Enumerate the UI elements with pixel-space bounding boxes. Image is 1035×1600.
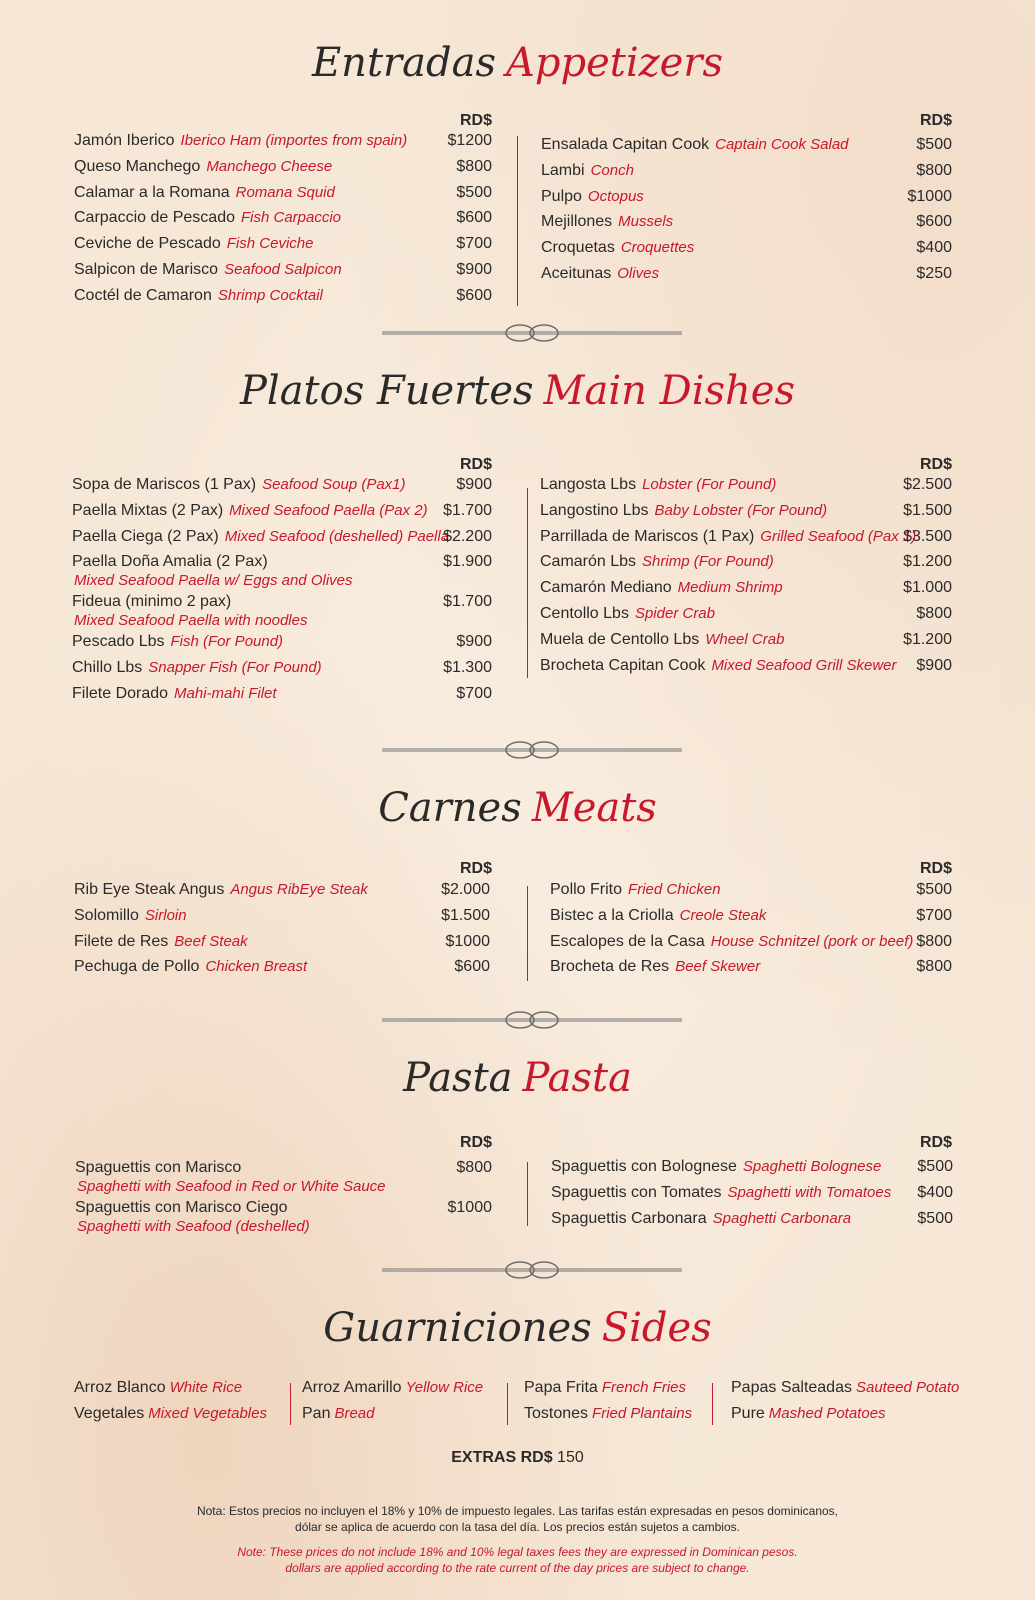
item-name-en: Shrimp Cocktail	[217, 286, 323, 304]
item-name-es: Centollo Lbs	[540, 604, 629, 622]
menu-item	[540, 552, 952, 578]
column-divider	[712, 1383, 713, 1425]
item-name-en: Beef Skewer	[675, 958, 761, 976]
item-price: $600	[456, 286, 492, 304]
sides-column-2	[302, 1378, 502, 1430]
item-name-es: Pure	[731, 1405, 765, 1422]
item-name-en: Mussels	[618, 213, 674, 231]
item-name-es: Lambi	[541, 161, 585, 179]
item-name-en: Mixed Seafood (deshelled) Paella	[224, 527, 450, 545]
side-item	[302, 1404, 502, 1430]
column-divider	[527, 488, 528, 678]
item-price: $1.200	[903, 553, 952, 571]
item-name-es: Croquetas	[541, 239, 615, 257]
item-name-en: Conch	[590, 161, 634, 179]
menu-item	[551, 1157, 953, 1183]
currency-label: RD$	[459, 456, 492, 473]
section-title-meats	[0, 785, 1035, 831]
item-name-es: Brocheta de Res	[550, 958, 670, 976]
menu-item	[74, 183, 492, 209]
item-name-en: Yellow Rice	[405, 1379, 484, 1396]
item-name-en: Octopus	[587, 187, 644, 205]
item-name-es: Arroz Blanco	[74, 1379, 166, 1396]
menu-item	[74, 932, 490, 958]
item-price: $700	[916, 906, 952, 924]
menu-item	[75, 1158, 492, 1198]
item-price: $1.500	[441, 906, 490, 924]
item-name-es: Ceviche de Pescado	[74, 235, 221, 253]
column-divider	[527, 1162, 528, 1226]
item-name-en: Spaghetti with Tomatoes	[727, 1183, 892, 1201]
item-name-es: Spaguettis con Tomates	[551, 1183, 722, 1201]
item-name-en: French Fries	[601, 1379, 686, 1396]
pasta-left-list	[75, 1158, 492, 1238]
item-name-en: Shrimp (For Pound)	[642, 553, 774, 571]
pasta-right-list	[551, 1157, 953, 1234]
menu-item	[541, 187, 952, 213]
item-price: $900	[456, 633, 492, 651]
item-name-en: Mixed Seafood Paella with noodles	[74, 612, 308, 630]
item-name-en: Romana Squid	[235, 183, 335, 201]
menu-item	[540, 604, 952, 630]
item-price: $800	[916, 932, 952, 950]
item-price: $700	[456, 235, 492, 253]
item-name-en: Spaghetti Bolognese	[742, 1158, 882, 1175]
item-name-en: Fish (For Pound)	[170, 633, 284, 651]
meats-right-list	[550, 880, 952, 983]
item-name-es: Muela de Centollo Lbs	[540, 630, 700, 648]
item-price: $250	[916, 264, 952, 282]
menu-item	[74, 208, 492, 234]
sides-column-4	[731, 1378, 981, 1430]
item-price: $1000	[445, 932, 490, 950]
item-name-en: Fried Plantains	[592, 1405, 693, 1422]
item-name-es: Aceitunas	[541, 264, 612, 282]
menu-item	[540, 501, 952, 527]
item-name-es: Papa Frita	[524, 1379, 598, 1396]
rope-knot-divider	[382, 1260, 682, 1280]
item-name-es: Escalopes de la Casa	[550, 932, 705, 950]
note-en	[0, 1544, 1035, 1576]
item-price: $600	[916, 213, 952, 231]
item-name-en: Angus RibEye Steak	[230, 881, 368, 898]
item-name-en: Chicken Breast	[205, 958, 308, 976]
rope-knot-divider	[382, 323, 682, 343]
item-price: $1.200	[903, 630, 952, 648]
main-left-list	[72, 475, 492, 710]
item-price: $800	[916, 958, 952, 976]
item-name-es: Calamar a la Romana	[74, 183, 230, 201]
item-name-es: Spaguettis Carbonara	[551, 1209, 707, 1227]
item-name-en: Sirloin	[144, 906, 187, 924]
item-name-es: Solomillo	[74, 906, 139, 924]
item-price: $900	[456, 476, 492, 493]
item-name-en: Fish Carpaccio	[240, 209, 342, 227]
item-name-en: Sauteed Potato	[855, 1379, 960, 1396]
menu-item	[540, 527, 952, 553]
item-name-en: Lobster (For Pound)	[642, 476, 777, 493]
item-price: $500	[456, 183, 492, 201]
item-name-es: Pulpo	[541, 187, 582, 205]
item-name-en: Manchego Cheese	[206, 157, 333, 175]
menu-item	[541, 238, 952, 264]
item-price: $1.300	[443, 659, 492, 677]
menu-item	[540, 656, 952, 682]
item-price: $1200	[447, 132, 492, 149]
menu-item	[551, 1183, 953, 1209]
item-name-en: Mixed Seafood Paella w/ Eggs and Olives	[74, 572, 353, 590]
section-title-sides	[0, 1305, 1035, 1351]
item-name-en: Spaghetti with Seafood (deshelled)	[77, 1218, 310, 1235]
item-price: $1000	[447, 1199, 492, 1216]
item-name-es: Pescado Lbs	[72, 633, 165, 651]
item-name-es: Paella Doña Amalia (2 Pax)	[72, 553, 268, 571]
item-name-es: Chillo Lbs	[72, 659, 143, 677]
menu-item	[74, 880, 490, 906]
extras-line	[0, 1449, 1035, 1467]
item-name-en: Captain Cook Salad	[715, 136, 849, 153]
item-name-es: Queso Manchego	[74, 157, 201, 175]
title-en: Main Dishes	[543, 368, 795, 414]
currency-label: RD$	[919, 860, 952, 877]
item-name-en: Fish Ceviche	[226, 235, 314, 253]
menu-item	[541, 264, 952, 290]
menu-item	[74, 260, 492, 286]
section-title-pasta	[0, 1055, 1035, 1101]
item-name-es: Spaguettis con Marisco Ciego	[75, 1199, 288, 1216]
menu-item	[72, 632, 492, 658]
item-price: $1.900	[443, 553, 492, 571]
menu-item	[541, 212, 952, 238]
title-es: Pasta	[403, 1055, 513, 1101]
item-name-es: Ensalada Capitan Cook	[541, 136, 710, 153]
item-name-es: Fideua (minimo 2 pax)	[72, 593, 232, 611]
column-divider	[517, 136, 518, 306]
item-name-en: Olives	[617, 264, 659, 282]
item-name-en: Snapper Fish (For Pound)	[148, 659, 322, 677]
side-item	[74, 1378, 289, 1404]
item-price: $700	[456, 684, 492, 702]
menu-item	[72, 527, 492, 553]
item-name-en: Fried Chicken	[628, 881, 721, 898]
item-price: $400	[916, 239, 952, 257]
menu-item	[74, 957, 490, 983]
section-title-main-dishes	[0, 368, 1035, 414]
item-name-es: Filete de Res	[74, 932, 169, 950]
item-name-en: Bread	[334, 1405, 375, 1422]
item-name-es: Spaguettis con Bolognese	[551, 1158, 737, 1175]
title-en: Sides	[601, 1305, 712, 1351]
note-es-line1: Nota: Estos precios no incluyen el 18% y 10% de impuesto legales. Las tarifas están expresadas en pesos dominicanos,	[196, 1504, 839, 1518]
item-name-es: Rib Eye Steak Angus	[74, 881, 225, 898]
menu-item	[540, 578, 952, 604]
title-en: Pasta	[522, 1055, 632, 1101]
item-name-en: Spaghetti with Seafood in Red or White Sauce	[77, 1178, 386, 1195]
title-en: Meats	[531, 785, 657, 831]
sides-column-1	[74, 1378, 289, 1430]
item-name-en: Seafood Soup (Pax1)	[262, 476, 406, 493]
item-name-es: Mejillones	[541, 213, 613, 231]
side-item	[302, 1378, 502, 1404]
extras-price: 150	[557, 1449, 584, 1466]
item-name-es: Bistec a la Criolla	[550, 906, 674, 924]
item-name-en: Spaghetti Carbonara	[712, 1209, 852, 1227]
menu-item	[72, 552, 492, 592]
currency-label: RD$	[459, 112, 492, 129]
currency-label: RD$	[919, 456, 952, 473]
item-price: $500	[916, 136, 952, 153]
main-right-list	[540, 475, 952, 681]
menu-item	[550, 880, 952, 906]
item-name-en: Baby Lobster (For Pound)	[654, 501, 828, 519]
title-en: Appetizers	[505, 40, 723, 86]
item-name-es: Brocheta Capitan Cook	[540, 656, 706, 674]
item-price: $500	[916, 881, 952, 898]
column-divider	[507, 1383, 508, 1425]
item-price: $600	[454, 958, 490, 976]
item-name-es: Tostones	[524, 1405, 589, 1422]
rope-knot-divider	[382, 740, 682, 760]
column-divider	[527, 886, 528, 981]
item-name-es: Arroz Amarillo	[302, 1379, 402, 1396]
menu-item	[72, 501, 492, 527]
item-name-en: Medium Shrimp	[677, 579, 783, 597]
item-name-es: Pollo Frito	[550, 881, 623, 898]
item-price: $1000	[907, 187, 952, 205]
item-price: $1.500	[903, 501, 952, 519]
side-item	[74, 1404, 289, 1430]
item-price: $800	[456, 1159, 492, 1176]
item-name-en: Grilled Seafood (Pax 1)	[760, 527, 917, 545]
section-title-appetizers	[0, 40, 1035, 86]
item-name-en: Croquettes	[620, 239, 695, 257]
extras-label: EXTRAS RD$	[451, 1449, 553, 1466]
item-name-en: Mixed Vegetables	[148, 1405, 267, 1422]
item-price: $900	[916, 656, 952, 674]
appetizers-left-list	[74, 131, 492, 312]
side-item	[524, 1404, 714, 1430]
item-name-es: Filete Dorado	[72, 684, 169, 702]
item-name-en: Iberico Ham (importes from spain)	[180, 132, 408, 149]
item-name-es: Langosta Lbs	[540, 476, 637, 493]
note-en-line2: dollars are applied according to the rate current of the day prices are subject to change.	[285, 1561, 750, 1575]
item-name-es: Pechuga de Pollo	[74, 958, 200, 976]
item-price: $600	[456, 209, 492, 227]
item-name-en: Spider Crab	[634, 604, 715, 622]
item-name-en: White Rice	[169, 1379, 243, 1396]
menu-item	[74, 131, 492, 157]
item-name-en: House Schnitzel (pork or beef)	[710, 932, 914, 950]
item-name-es: Paella Ciega (2 Pax)	[72, 527, 219, 545]
item-name-es: Vegetales	[74, 1405, 145, 1422]
item-name-en: Mixed Seafood Paella (Pax 2)	[229, 501, 428, 519]
menu-item	[540, 630, 952, 656]
note-es-line2: dólar se aplica de acuerdo con la tasa del día. Los precios están sujetos a cambios.	[295, 1520, 740, 1534]
item-name-en: Wheel Crab	[705, 630, 785, 648]
sides-column-3	[524, 1378, 714, 1430]
item-price: $800	[916, 161, 952, 179]
appetizers-right-list	[541, 135, 952, 290]
item-name-es: Parrillada de Mariscos (1 Pax)	[540, 527, 755, 545]
title-es: Platos Fuertes	[240, 368, 534, 414]
menu-item	[72, 684, 492, 710]
title-es: Entradas	[311, 40, 496, 86]
menu-item	[74, 234, 492, 260]
menu-item	[550, 957, 952, 983]
menu-item	[75, 1198, 492, 1238]
menu-item	[540, 475, 952, 501]
item-name-es: Salpicon de Marisco	[74, 260, 219, 278]
column-divider	[290, 1383, 291, 1425]
item-price: $2.000	[441, 881, 490, 898]
menu-item	[74, 906, 490, 932]
title-es: Carnes	[378, 785, 522, 831]
menu-item	[74, 286, 492, 312]
menu-item	[551, 1209, 953, 1235]
item-price: $3.500	[903, 527, 952, 545]
item-name-en: Creole Steak	[679, 906, 767, 924]
menu-item	[541, 161, 952, 187]
currency-label: RD$	[919, 1134, 952, 1151]
item-name-en: Beef Steak	[174, 932, 248, 950]
currency-label: RD$	[459, 860, 492, 877]
item-name-en: Mixed Seafood Grill Skewer	[711, 656, 897, 674]
menu-item	[550, 906, 952, 932]
currency-label: RD$	[919, 112, 952, 129]
title-es: Guarniciones	[323, 1305, 592, 1351]
item-name-en: Mahi-mahi Filet	[174, 684, 277, 702]
item-price: $500	[917, 1158, 953, 1175]
menu-item	[550, 932, 952, 958]
item-price: $800	[916, 604, 952, 622]
rope-knot-divider	[382, 1010, 682, 1030]
item-name-es: Jamón Iberico	[74, 132, 175, 149]
menu-item	[72, 592, 492, 632]
item-price: $1.700	[443, 593, 492, 611]
note-en-line1: Note: These prices do not include 18% and 10% legal taxes fees they are expressed in Dominican pesos.	[237, 1545, 798, 1559]
note-es	[0, 1503, 1035, 1535]
item-name-es: Pan	[302, 1405, 331, 1422]
item-price: $2.200	[443, 527, 492, 545]
item-price: $800	[456, 157, 492, 175]
item-name-es: Papas Salteadas	[731, 1379, 852, 1396]
item-name-en: Seafood Salpicon	[224, 260, 342, 278]
menu-item	[72, 658, 492, 684]
item-name-es: Carpaccio de Pescado	[74, 209, 235, 227]
item-price: $2.500	[903, 476, 952, 493]
item-price: $900	[456, 260, 492, 278]
item-price: $500	[917, 1209, 953, 1227]
item-price: $1.700	[443, 501, 492, 519]
menu-item	[72, 475, 492, 501]
side-item	[731, 1378, 981, 1404]
meats-left-list	[74, 880, 490, 983]
menu-item	[74, 157, 492, 183]
side-item	[524, 1378, 714, 1404]
item-name-es: Camarón Lbs	[540, 553, 637, 571]
item-price: $400	[917, 1183, 953, 1201]
item-name-es: Paella Mixtas (2 Pax)	[72, 501, 224, 519]
currency-label: RD$	[459, 1134, 492, 1151]
item-name-es: Sopa de Mariscos (1 Pax)	[72, 476, 257, 493]
item-name-en: Mashed Potatoes	[768, 1405, 886, 1422]
item-name-es: Langostino Lbs	[540, 501, 649, 519]
item-name-es: Spaguettis con Marisco	[75, 1159, 242, 1176]
menu-item	[541, 135, 952, 161]
item-name-es: Camarón Mediano	[540, 579, 672, 597]
side-item	[731, 1404, 981, 1430]
item-name-es: Coctél de Camaron	[74, 286, 212, 304]
item-price: $1.000	[903, 579, 952, 597]
